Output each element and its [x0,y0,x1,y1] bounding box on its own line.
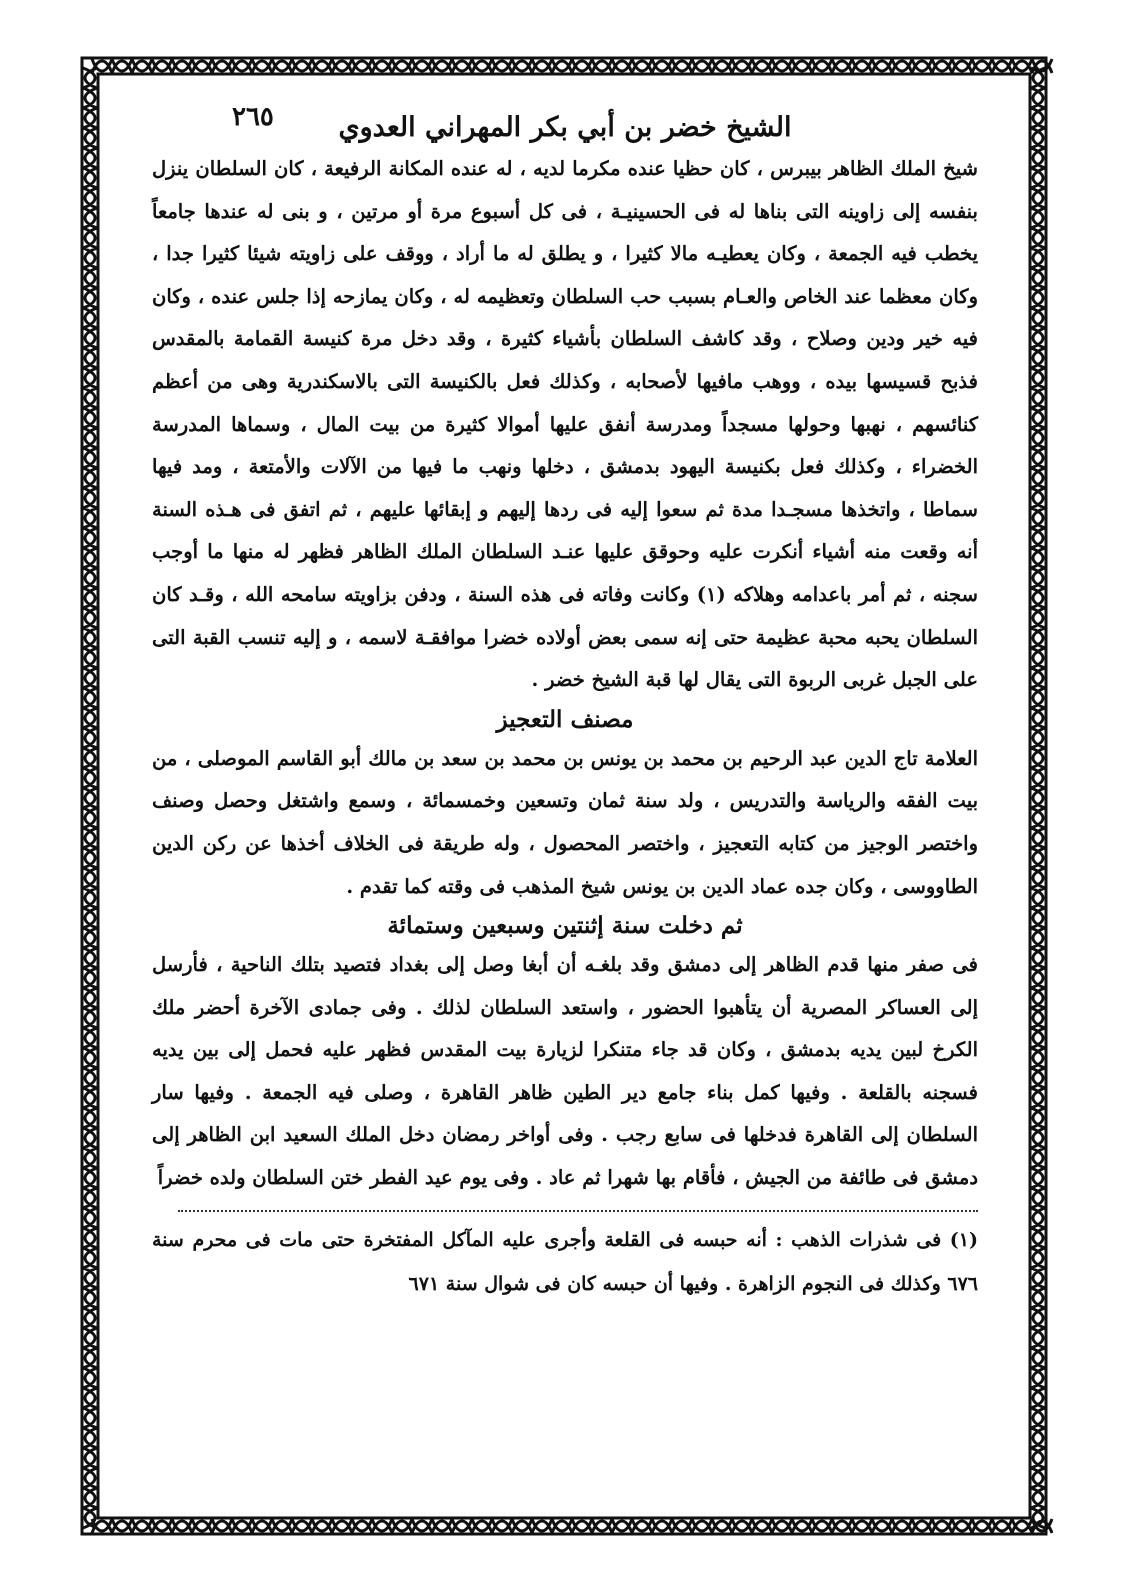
paragraph-year-672: فى صفر منها قدم الظاهر إلى دمشق وقد بلغـه أن أبغا وصل إلى بغداد فتصيد بتلك الناحية ، فأرسل إلى العساكر المصرية أن يتأهبوا الحضور ، واستعد السلطان لذلك . وفى جمادى الآخرة أحضر ملك الكرخ لبين يديه بدمشق ، وكان قد جاء متنكرا لزيارة بيت المقدس فظهر عليه فحمل إلى بين يديه فسجنه بالقلعة . وفيها كمل بناء جامع دير الطين ظاهر القاهرة ، وصلى فيه الجمعة . وفيها سار السلطان إلى القاهرة فدخلها فى سابع رجب . وفى أواخر رمضان دخل الملك السعيد ابن الظاهر إلى دمشق فى طائفة من الجيش ، فأقام بها شهرا ثم عاد . وفى يوم عيد الفطر ختن السلطان ولده خضراً [152,953,978,1190]
footnote: (١) فى شذرات الذهب : أنه حبسه فى القلعة وأجرى عليه المآكل المفتخرة حتى مات فى محرم سنة ٦٧٦ وكذلك فى النجوم الزاهرة . وفيها أن حبسه كان فى شوال سنة ٦٧١ [152,1228,978,1295]
paragraph-khidr: شيخ الملك الظاهر بيبرس ، كان حظيا عنده مكرما لديه ، له عنده المكانة الرفيعة ، كان السلطان ينزل بنفسه إلى زاوينه التى بناها له فى الحسينيـة ، فى كل أسبوع مرة أو مرتين ، و بنى له عندها جامعاً يخطب فيه الجمعة ، وكان يعطيـه مالا كثيرا ، و يطلق له ما أراد ، ووقف على زاويته شيئا كثيرا جدا ، وكان معظما عند الخاص والعـام بسبب حب السلطان وتعظيمه له ، وكان يمازحه إذا جلس عنده ، وكان فيه خير ودين وصلاح ، وقد كاشف السلطان بأشياء كثيرة ، وقد دخل مرة كنيسة القمامة بالمقدس فذبح قسيسها بيده ، ووهب مافيها لأصحابه ، وكذلك فعل بالكنيسة التى بالاسكندرية وهى من أعظم كنائسهم ، نهبها وحولها مسجداً ومدرسة أنفق عليها أموالا كثيرة من بيت المال ، وسماها المدرسة الخضراء ، وكذلك فعل بكنيسة اليهود بدمشق ، دخلها ونهب ما فيها من الآلات والأمتعة ، ومد فيها سماطا ، واتخذها مسجـدا مدة ثم سعوا إليه فى ردها إليهم و إبقائها عليهم ، ثم اتفق فى هـذه السنة أنه وقعت منه أشياء أنكرت عليه وحوقق عليها عنـد السلطان الملك الظاهر فظهر له منها ما أوجب سجنه ، ثم أمر باعدامه وهلاكه (١) وكانت وفاته فى هذه السنة ، ودفن بزاويته سامحه الله ، وقـد كان السلطان يحبه محبة عظيمة حتى إنه سمى بعض أولاده خضرا موافقـة لاسمه ، و إليه تنسب القبة التى على الجبل غربى الربوة التى يقال لها قبة الشيخ خضر . [152,157,978,692]
page-number: ٢٦٥ [224,100,282,134]
footnote-divider [178,1210,978,1212]
page-content [152,108,978,1306]
paragraph-tajiz: العلامة تاج الدين عبد الرحيم بن محمد بن يونس بن محمد بن سعد بن مالك أبو القاسم الموصلى ، من بيت الفقه والرياسة والتدريس ، ولد سنة ثمان وتسعين وخمسمائة ، وسمع واشتغل وحصل وصنف واختصر الوجيز من كتابه التعجيز ، واختصر المحصول ، وله طريقة فى الخلاف أخذها عن ركن الدين الطاووسى ، وكان جده عماد الدين بن يونس شيخ المذهب فى وقته كما تقدم . [152,746,979,898]
section-heading-khidr: الشيخ خضر بن أبي بكر المهراني العدوي [338,112,792,143]
section-heading-year-672: ثم دخلت سنة إثنتين وسبعين وستمائة [387,912,743,940]
section-heading-tajiz: مصنف التعجيز [496,705,634,733]
